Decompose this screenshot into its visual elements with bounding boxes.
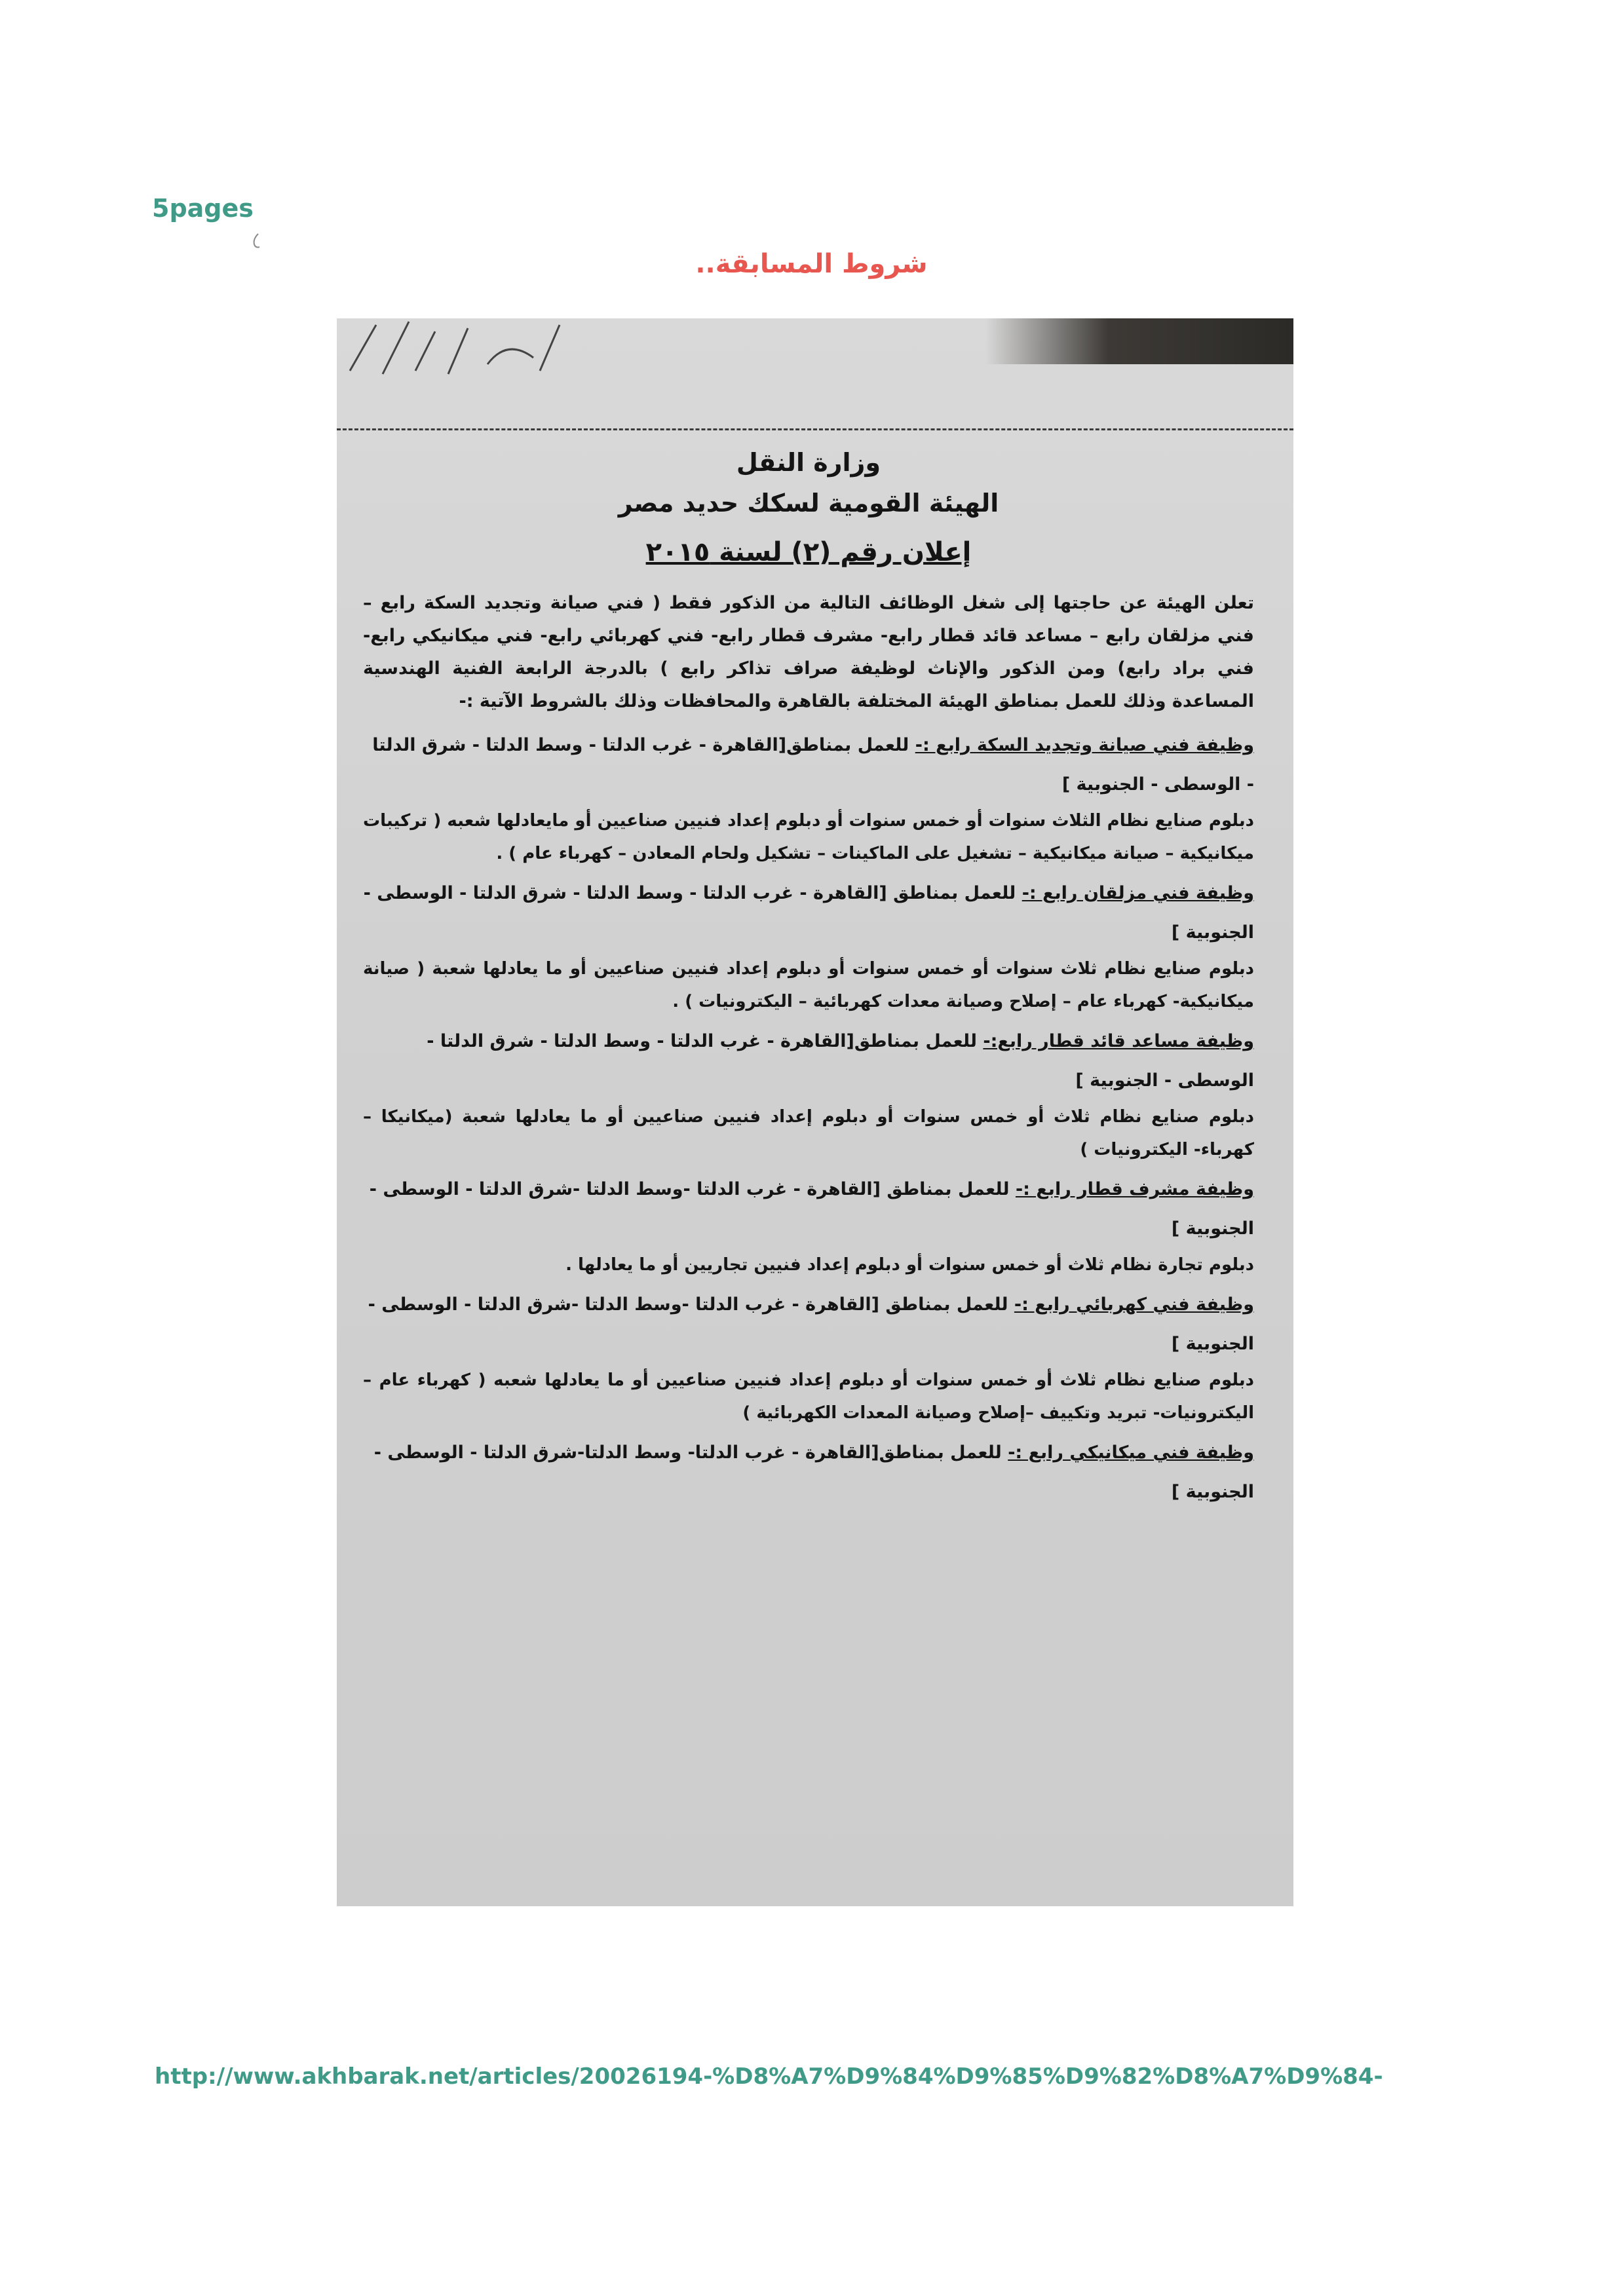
scan-dark-edge — [985, 318, 1293, 364]
announcement-number: إعلان رقم (٢) لسنة ٢٠١٥ — [645, 537, 972, 567]
intro-paragraph: تعلن الهيئة عن حاجتها إلى شغل الوظائف التالية من الذكور فقط ( فني صيانة وتجديد السكة رابع – فني مزلقان رابع – مساعد قائد قطار رابع- مشرف قطار رابع- فني كهربائي رابع- فني ميكانيكي رابع- فني براد رابع) ومن الذكور والإناث لوظيفة صراف تذاكر رابع ) بالدرجة الرابعة الفنية الهندسية المساعدة وذلك للعمل بمناطق الهيئة المختلفة بالقاهرة والمحافظات وذلك بالشروط الآتية :- — [363, 593, 1254, 711]
page-title: ..شروط المسابقة — [695, 249, 928, 279]
authority-heading: الهيئة القومية لسكك حديد مصر — [618, 489, 999, 518]
job-title: وظيفة فني صيانة وتجديد السكة رابع :- — [915, 735, 1254, 755]
brand-label: 5pages — [152, 194, 254, 223]
job-title: وظيفة مساعد قائد قطار رابع:- — [983, 1031, 1254, 1051]
job-title: وظيفة فني كهربائي رابع :- — [1014, 1294, 1254, 1315]
header-separator — [337, 428, 1293, 430]
job-regions: للعمل بمناطق[القاهرة - غرب الدلتا- وسط الدلتا-شرق الدلتا - الوسطى - الجنوبية ] — [373, 1442, 1254, 1502]
job-requirements: دبلوم صنايع نظام ثلاث سنوات أو خمس سنوات أو دبلوم إعداد فنيين صناعيين أو ما يعادلها شعبة ( صيانة ميكانيكية- كهرباء عام – إصلاح وصيانة معدات كهربائية – اليكترونيات ) . — [363, 959, 1254, 1011]
ministry-heading: وزارة النقل — [736, 448, 881, 477]
source-url-link[interactable]: http://www.akhbarak.net/articles/20026194-%D8%A7%D9%84%D9%85%D9%82%D8%A7%D9%84- — [155, 2063, 1383, 2090]
scanned-document-image — [337, 318, 1293, 1906]
job-regions: للعمل بمناطق [القاهرة - غرب الدلتا -وسط الدلتا -شرق الدلتا - الوسطى - الجنوبية ] — [368, 1294, 1254, 1354]
job-section — [363, 1170, 1254, 1281]
job-regions: للعمل بمناطق[القاهرة - غرب الدلتا - وسط الدلتا - شرق الدلتا - الوسطى - الجنوبية ] — [372, 735, 1254, 795]
job-requirements: دبلوم صنايع نظام ثلاث أو خمس سنوات أو دبلوم إعداد فنيين صناعيين أو ما يعادلها شعبه ( كهرباء عام –اليكترونيات- تبريد وتكييف –إصلاح وصيانة المعدات الكهربائية ) — [363, 1370, 1254, 1423]
job-title: وظيفة مشرف قطار رابع :- — [1015, 1179, 1254, 1199]
job-title: وظيفة فني مزلقان رابع :- — [1022, 883, 1254, 903]
job-regions: للعمل بمناطق [القاهرة - غرب الدلتا -وسط الدلتا -شرق الدلتا - الوسطى - الجنوبية ] — [369, 1179, 1254, 1239]
job-section — [363, 1285, 1254, 1429]
announcement-document — [363, 436, 1254, 1516]
job-section — [363, 1433, 1254, 1512]
job-requirements: دبلوم صنايع نظام ثلاث أو خمس سنوات أو دبلوم إعداد فنيين صناعيين أو ما يعادلها شعبة (ميكانيكا – كهرباء- اليكترونيات ) — [363, 1107, 1254, 1159]
scribble-marks — [337, 318, 664, 377]
job-title: وظيفة فني ميكانيكي رابع :- — [1008, 1442, 1254, 1463]
job-section — [363, 1022, 1254, 1166]
job-regions: للعمل بمناطق [القاهرة - غرب الدلتا - وسط الدلتا - شرق الدلتا - الوسطى - الجنوبية ] — [363, 883, 1254, 943]
job-section — [363, 726, 1254, 870]
job-section — [363, 874, 1254, 1018]
job-regions: للعمل بمناطق[القاهرة - غرب الدلتا - وسط الدلتا - شرق الدلتا - الوسطى - الجنوبية ] — [427, 1031, 1254, 1091]
job-requirements: دبلوم صنايع نظام الثلاث سنوات أو خمس سنوات أو دبلوم إعداد فنيين صناعيين أو مايعادلها شعبه ( تركيبات ميكانيكية – صيانة ميكانيكية – تشغيل على الماكينات – تشكيل ولحام المعادن – كهرباء عام ) . — [363, 811, 1254, 863]
job-requirements: دبلوم تجارة نظام ثلاث أو خمس سنوات أو دبلوم إعداد فنيين تجاريين أو ما يعادلها . — [565, 1255, 1254, 1275]
